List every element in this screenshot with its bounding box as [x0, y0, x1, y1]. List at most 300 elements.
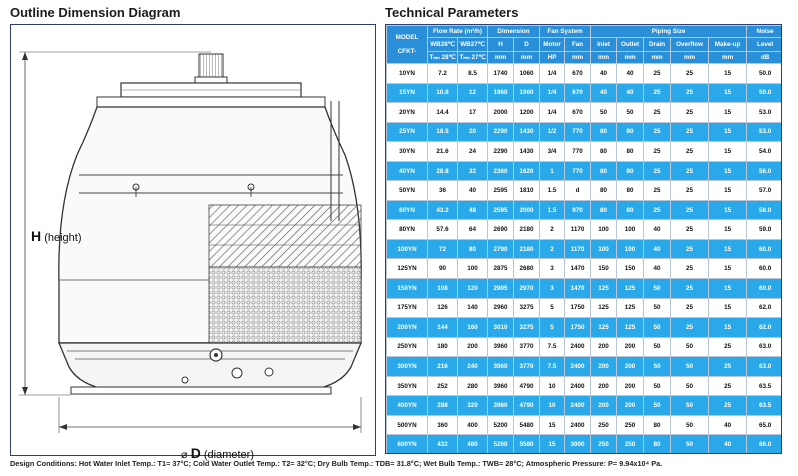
table-cell: 80 — [644, 435, 671, 454]
model-cell: 15YN — [387, 83, 428, 103]
table-cell: 62.0 — [747, 318, 782, 338]
table-cell: 200 — [591, 337, 617, 357]
model-header — [387, 26, 428, 64]
table-row — [387, 318, 783, 338]
technical-title: Technical Parameters — [385, 5, 519, 20]
model-label: MODEL — [395, 34, 419, 41]
table-cell: 320 — [458, 396, 488, 416]
unit-header: mm — [671, 52, 709, 64]
table-cell: 40 — [644, 239, 671, 259]
unit-header: mm — [488, 52, 514, 64]
table-cell: 125 — [591, 318, 617, 338]
table-cell: 2790 — [488, 239, 514, 259]
table-row — [387, 181, 783, 201]
louver-mesh — [209, 267, 361, 343]
table-cell: 1740 — [488, 64, 514, 84]
table-cell: 7.5 — [540, 357, 565, 377]
table-cell: 25 — [671, 220, 709, 240]
table-cell: 60.0 — [747, 239, 782, 259]
table-cell: 80 — [644, 415, 671, 435]
table-cell: 63.5 — [747, 376, 782, 396]
table-cell: 80 — [458, 239, 488, 259]
table-cell: 670 — [565, 83, 591, 103]
table-cell: 216 — [428, 357, 458, 377]
model-cell: 125YN — [387, 259, 428, 279]
table-cell: 200 — [617, 396, 644, 416]
table-cell: 63.5 — [747, 396, 782, 416]
table-cell: 40 — [644, 259, 671, 279]
table-cell: 10 — [540, 396, 565, 416]
table-cell: 7.2 — [428, 64, 458, 84]
unit-header: mm — [591, 52, 617, 64]
table-cell: 2400 — [565, 357, 591, 377]
table-cell: 125 — [617, 318, 644, 338]
table-cell: 1810 — [514, 181, 540, 201]
technical-parameters-table — [385, 24, 782, 454]
table-cell: 15 — [540, 435, 565, 454]
table-cell: 80 — [591, 122, 617, 142]
outline-diagram — [10, 24, 376, 461]
table-cell: 50.0 — [747, 64, 782, 84]
table-cell: 1470 — [565, 259, 591, 279]
table-cell: 2875 — [488, 259, 514, 279]
column-header: Level — [747, 38, 782, 52]
noise-header: Noise — [747, 26, 782, 38]
table-cell: 5 — [540, 298, 565, 318]
unit-header: mm — [644, 52, 671, 64]
table-cell: 25 — [671, 279, 709, 299]
table-cell: 5580 — [514, 435, 540, 454]
table-row — [387, 103, 783, 123]
height-symbol: H — [31, 228, 42, 244]
table-cell: 15 — [709, 279, 747, 299]
table-cell: 100 — [617, 239, 644, 259]
table-cell: 2000 — [488, 103, 514, 123]
table-cell: 50 — [617, 103, 644, 123]
dimension-header: Dimension — [488, 26, 540, 38]
table-row — [387, 435, 783, 454]
table-cell: 2180 — [514, 220, 540, 240]
table-cell: 18.5 — [428, 122, 458, 142]
column-header: Fan — [565, 38, 591, 52]
diameter-text: (diameter) — [203, 449, 254, 461]
table-cell: 62.0 — [747, 298, 782, 318]
table-cell: 80 — [617, 142, 644, 162]
table-cell: 200 — [591, 376, 617, 396]
table-cell: 25 — [671, 103, 709, 123]
table-cell: 25 — [644, 161, 671, 181]
table-cell: 25 — [709, 396, 747, 416]
table-cell: 40 — [617, 64, 644, 84]
table-cell: 1430 — [514, 142, 540, 162]
table-cell: 25 — [671, 298, 709, 318]
table-cell: 10.8 — [428, 83, 458, 103]
height-text: (height) — [44, 232, 82, 244]
table-cell: 25 — [671, 181, 709, 201]
table-cell: 2000 — [514, 200, 540, 220]
table-cell: 2 — [540, 220, 565, 240]
table-cell: 1430 — [514, 122, 540, 142]
table-cell: 80 — [617, 200, 644, 220]
table-cell: 15 — [709, 318, 747, 338]
table-cell: 2595 — [488, 181, 514, 201]
table-cell: 3960 — [488, 337, 514, 357]
table-cell: 15 — [709, 142, 747, 162]
table-cell: 125 — [617, 298, 644, 318]
table-cell: 2400 — [565, 337, 591, 357]
diameter-prefix: ⌀ — [181, 449, 188, 461]
table-cell: 64 — [458, 220, 488, 240]
table-cell: 108 — [428, 279, 458, 299]
table-cell: 480 — [458, 435, 488, 454]
table-cell: 7.5 — [540, 337, 565, 357]
table-cell: 3 — [540, 279, 565, 299]
table-cell: 25 — [671, 239, 709, 259]
table-cell: 1470 — [565, 279, 591, 299]
table-row — [387, 259, 783, 279]
table-cell: 66.0 — [747, 435, 782, 454]
table-cell: 2960 — [488, 298, 514, 318]
table-cell: 15 — [709, 122, 747, 142]
table-cell: 48 — [458, 200, 488, 220]
table-cell: 5 — [540, 318, 565, 338]
fill-hatch — [209, 205, 361, 267]
table-cell: 40 — [458, 181, 488, 201]
table-cell: 2970 — [514, 279, 540, 299]
table-cell: 200 — [617, 357, 644, 377]
fan-system-header: Fan System — [540, 26, 591, 38]
model-cell: 10YN — [387, 64, 428, 84]
table-cell: 40 — [709, 415, 747, 435]
table-row — [387, 83, 783, 103]
table-cell: 150 — [617, 259, 644, 279]
unit-header: mm — [617, 52, 644, 64]
unit-header: mm — [565, 52, 591, 64]
table-cell: 280 — [458, 376, 488, 396]
column-header: H — [488, 38, 514, 52]
table-cell: 63.0 — [747, 357, 782, 377]
model-cell: 250YN — [387, 337, 428, 357]
motor-icon — [199, 54, 223, 80]
table-cell: 100 — [591, 239, 617, 259]
unit-header: mm — [709, 52, 747, 64]
model-cell: 500YN — [387, 415, 428, 435]
table-cell: 8.5 — [458, 64, 488, 84]
model-cell: 60YN — [387, 200, 428, 220]
column-header: Drain — [644, 38, 671, 52]
table-cell: 100 — [617, 220, 644, 240]
table-cell: 80 — [591, 161, 617, 181]
table-cell: 1960 — [488, 83, 514, 103]
table-row — [387, 396, 783, 416]
table-cell: 10 — [540, 376, 565, 396]
table-cell: 288 — [428, 396, 458, 416]
table-cell: 100 — [591, 220, 617, 240]
table-cell: 50 — [671, 376, 709, 396]
table-cell: 2290 — [488, 142, 514, 162]
table-row — [387, 161, 783, 181]
column-header: Motor — [540, 38, 565, 52]
table-cell: 80 — [617, 122, 644, 142]
table-cell: 15 — [709, 103, 747, 123]
table-cell: 200 — [617, 376, 644, 396]
model-cell: 300YN — [387, 357, 428, 377]
table-cell: 32 — [458, 161, 488, 181]
table-cell: 200 — [617, 337, 644, 357]
unit-header: HP — [540, 52, 565, 64]
table-cell: 1750 — [565, 318, 591, 338]
table-cell: 160 — [458, 318, 488, 338]
table-cell: 180 — [428, 337, 458, 357]
table-cell: 50 — [644, 376, 671, 396]
model-cell: 25YN — [387, 122, 428, 142]
table-row — [387, 220, 783, 240]
water-basin — [59, 343, 361, 390]
table-cell: 250 — [591, 415, 617, 435]
model-cell: 400YN — [387, 396, 428, 416]
table-cell: 56.0 — [747, 161, 782, 181]
table-cell: 2690 — [488, 220, 514, 240]
table-cell: 50 — [671, 337, 709, 357]
table-cell: 15 — [709, 259, 747, 279]
table-cell: 60.0 — [747, 279, 782, 299]
table-cell: 50 — [671, 396, 709, 416]
table-cell: 25 — [644, 64, 671, 84]
table-cell: 15 — [709, 181, 747, 201]
table-cell: 1/4 — [540, 103, 565, 123]
table-row — [387, 337, 783, 357]
table-cell: 25 — [671, 142, 709, 162]
table-cell: 2595 — [488, 200, 514, 220]
table-cell: 1170 — [565, 220, 591, 240]
table-cell: 140 — [458, 298, 488, 318]
table-cell: 28.8 — [428, 161, 458, 181]
table-cell: 2360 — [488, 161, 514, 181]
table-cell: 53.0 — [747, 122, 782, 142]
table-cell: 15 — [709, 200, 747, 220]
table-cell: 36 — [428, 181, 458, 201]
table-row — [387, 415, 783, 435]
table-cell: 25 — [671, 161, 709, 181]
table-cell: 50 — [644, 396, 671, 416]
table-cell: 2905 — [488, 279, 514, 299]
table-cell: 72 — [428, 239, 458, 259]
table-cell: 5260 — [488, 435, 514, 454]
outline-title: Outline Dimension Diagram — [10, 5, 181, 20]
table-cell: 2400 — [565, 376, 591, 396]
table-cell: 360 — [428, 415, 458, 435]
table-cell: 25 — [709, 337, 747, 357]
model-code: CFKT- — [397, 48, 417, 55]
table-cell: 80 — [617, 181, 644, 201]
table-cell: 432 — [428, 435, 458, 454]
table-cell: 25 — [671, 318, 709, 338]
table-cell: 40 — [591, 83, 617, 103]
table-cell: 200 — [458, 337, 488, 357]
table-cell: 50 — [644, 298, 671, 318]
model-cell: 30YN — [387, 142, 428, 162]
table-cell: 25 — [644, 103, 671, 123]
flow-rate-header: Flow Rate (m³/h) — [428, 26, 488, 38]
table-cell: 63.0 — [747, 337, 782, 357]
table-cell: 3770 — [514, 337, 540, 357]
table-cell: 1060 — [514, 83, 540, 103]
table-cell: 58.0 — [747, 200, 782, 220]
table-cell: 65.0 — [747, 415, 782, 435]
table-cell: 25 — [671, 122, 709, 142]
table-cell: 1620 — [514, 161, 540, 181]
table-cell: 5480 — [514, 415, 540, 435]
table-cell: 120 — [458, 279, 488, 299]
model-cell: 150YN — [387, 279, 428, 299]
model-cell: 100YN — [387, 239, 428, 259]
piping-size-header: Piping Size — [591, 26, 747, 38]
table-cell: 53.0 — [747, 103, 782, 123]
table-cell: 200 — [591, 357, 617, 377]
table-cell: 5200 — [488, 415, 514, 435]
table-cell: 2400 — [565, 415, 591, 435]
model-cell: 175YN — [387, 298, 428, 318]
table-cell: 2680 — [514, 259, 540, 279]
table-cell: 43.2 — [428, 200, 458, 220]
table-cell: 1.5 — [540, 181, 565, 201]
table-cell: 25 — [644, 83, 671, 103]
table-cell: 25 — [671, 259, 709, 279]
design-conditions: Design Conditions: Hot Water Inlet Temp.: T1= 37°C; Cold Water Outlet Temp.: T2= 32°C; Dry Bulb Temp.: TDB= 31.8°C; Wet Bulb Temp.: TWB= 28°C; Atmospheric Pressure: P= 9.94x10⁴ Pa. — [10, 459, 663, 468]
table-cell: 59.0 — [747, 220, 782, 240]
table-cell: 1170 — [565, 239, 591, 259]
table-cell: 2400 — [565, 396, 591, 416]
table-cell: 25 — [644, 200, 671, 220]
table-cell: 3/4 — [540, 142, 565, 162]
table-cell: 25 — [671, 83, 709, 103]
table-row — [387, 376, 783, 396]
table-cell: 1/4 — [540, 64, 565, 84]
table-cell: 3960 — [488, 357, 514, 377]
table-row — [387, 298, 783, 318]
table-cell: 970 — [565, 200, 591, 220]
table-cell: 90 — [428, 259, 458, 279]
table-cell: 14.4 — [428, 103, 458, 123]
table-cell: 1200 — [514, 103, 540, 123]
height-label — [31, 228, 81, 244]
model-cell: 40YN — [387, 161, 428, 181]
unit-header: Tₘₙ 28℃ — [428, 52, 458, 64]
table-cell: 50 — [644, 318, 671, 338]
table-cell: d — [565, 181, 591, 201]
table-cell: 100 — [458, 259, 488, 279]
table-cell: 20 — [458, 122, 488, 142]
table-cell: 1/2 — [540, 122, 565, 142]
table-cell: 40 — [591, 64, 617, 84]
table-cell: 1060 — [514, 64, 540, 84]
table-cell: 50 — [591, 103, 617, 123]
table-cell: 40 — [709, 435, 747, 454]
table-cell: 21.6 — [428, 142, 458, 162]
table-cell: 50 — [671, 435, 709, 454]
table-cell: 200 — [591, 396, 617, 416]
table-cell: 144 — [428, 318, 458, 338]
table-cell: 50 — [671, 415, 709, 435]
table-cell: 770 — [565, 161, 591, 181]
table-cell: 670 — [565, 103, 591, 123]
table-cell: 4790 — [514, 376, 540, 396]
model-cell: 20YN — [387, 103, 428, 123]
table-cell: 57.0 — [747, 181, 782, 201]
table-row — [387, 279, 783, 299]
table-cell: 770 — [565, 122, 591, 142]
table-cell: 25 — [671, 200, 709, 220]
table-cell: 54.0 — [747, 142, 782, 162]
table-cell: 240 — [458, 357, 488, 377]
table-row — [387, 64, 783, 84]
model-cell: 200YN — [387, 318, 428, 338]
table-cell: 25 — [644, 122, 671, 142]
table-row — [387, 142, 783, 162]
table-cell: 150 — [591, 259, 617, 279]
table-cell: 4790 — [514, 396, 540, 416]
table-cell: 25 — [644, 142, 671, 162]
table-cell: 2290 — [488, 122, 514, 142]
column-header: Inlet — [591, 38, 617, 52]
table-cell: 50 — [644, 357, 671, 377]
table-row — [387, 122, 783, 142]
unit-header: mm — [514, 52, 540, 64]
table-cell: 57.6 — [428, 220, 458, 240]
table-cell: 15 — [709, 239, 747, 259]
table-cell: 2180 — [514, 239, 540, 259]
table-cell: 3275 — [514, 318, 540, 338]
table-cell: 50 — [644, 337, 671, 357]
column-header: Outlet — [617, 38, 644, 52]
table-cell: 15 — [709, 161, 747, 181]
table-cell: 15 — [540, 415, 565, 435]
unit-header: Tₘₙ 27℃ — [458, 52, 488, 64]
model-cell: 50YN — [387, 181, 428, 201]
table-cell: 3275 — [514, 298, 540, 318]
table-cell: 3 — [540, 259, 565, 279]
table-cell: 50 — [644, 279, 671, 299]
table-cell: 3770 — [514, 357, 540, 377]
table-cell: 250 — [617, 415, 644, 435]
model-cell: 80YN — [387, 220, 428, 240]
table-cell: 1/4 — [540, 83, 565, 103]
table-cell: 80 — [617, 161, 644, 181]
table-cell: 770 — [565, 142, 591, 162]
table-cell: 60.0 — [747, 259, 782, 279]
table-cell: 25 — [644, 181, 671, 201]
table-cell: 252 — [428, 376, 458, 396]
table-cell: 25 — [671, 64, 709, 84]
table-cell: 15 — [709, 64, 747, 84]
table-cell: 80 — [591, 142, 617, 162]
column-header: WB27℃ — [458, 38, 488, 52]
table-cell: 25 — [709, 357, 747, 377]
table-cell: 126 — [428, 298, 458, 318]
model-cell: 600YN — [387, 435, 428, 454]
column-header: Make-up — [709, 38, 747, 52]
table-cell: 670 — [565, 64, 591, 84]
table-cell: 15 — [709, 220, 747, 240]
table-cell: 25 — [709, 376, 747, 396]
table-cell: 3010 — [488, 318, 514, 338]
column-header: WB28℃ — [428, 38, 458, 52]
table-cell: 12 — [458, 83, 488, 103]
unit-header: dB — [747, 52, 782, 64]
table-cell: 1750 — [565, 298, 591, 318]
table-cell: 40 — [644, 220, 671, 240]
table-cell: 3960 — [488, 376, 514, 396]
